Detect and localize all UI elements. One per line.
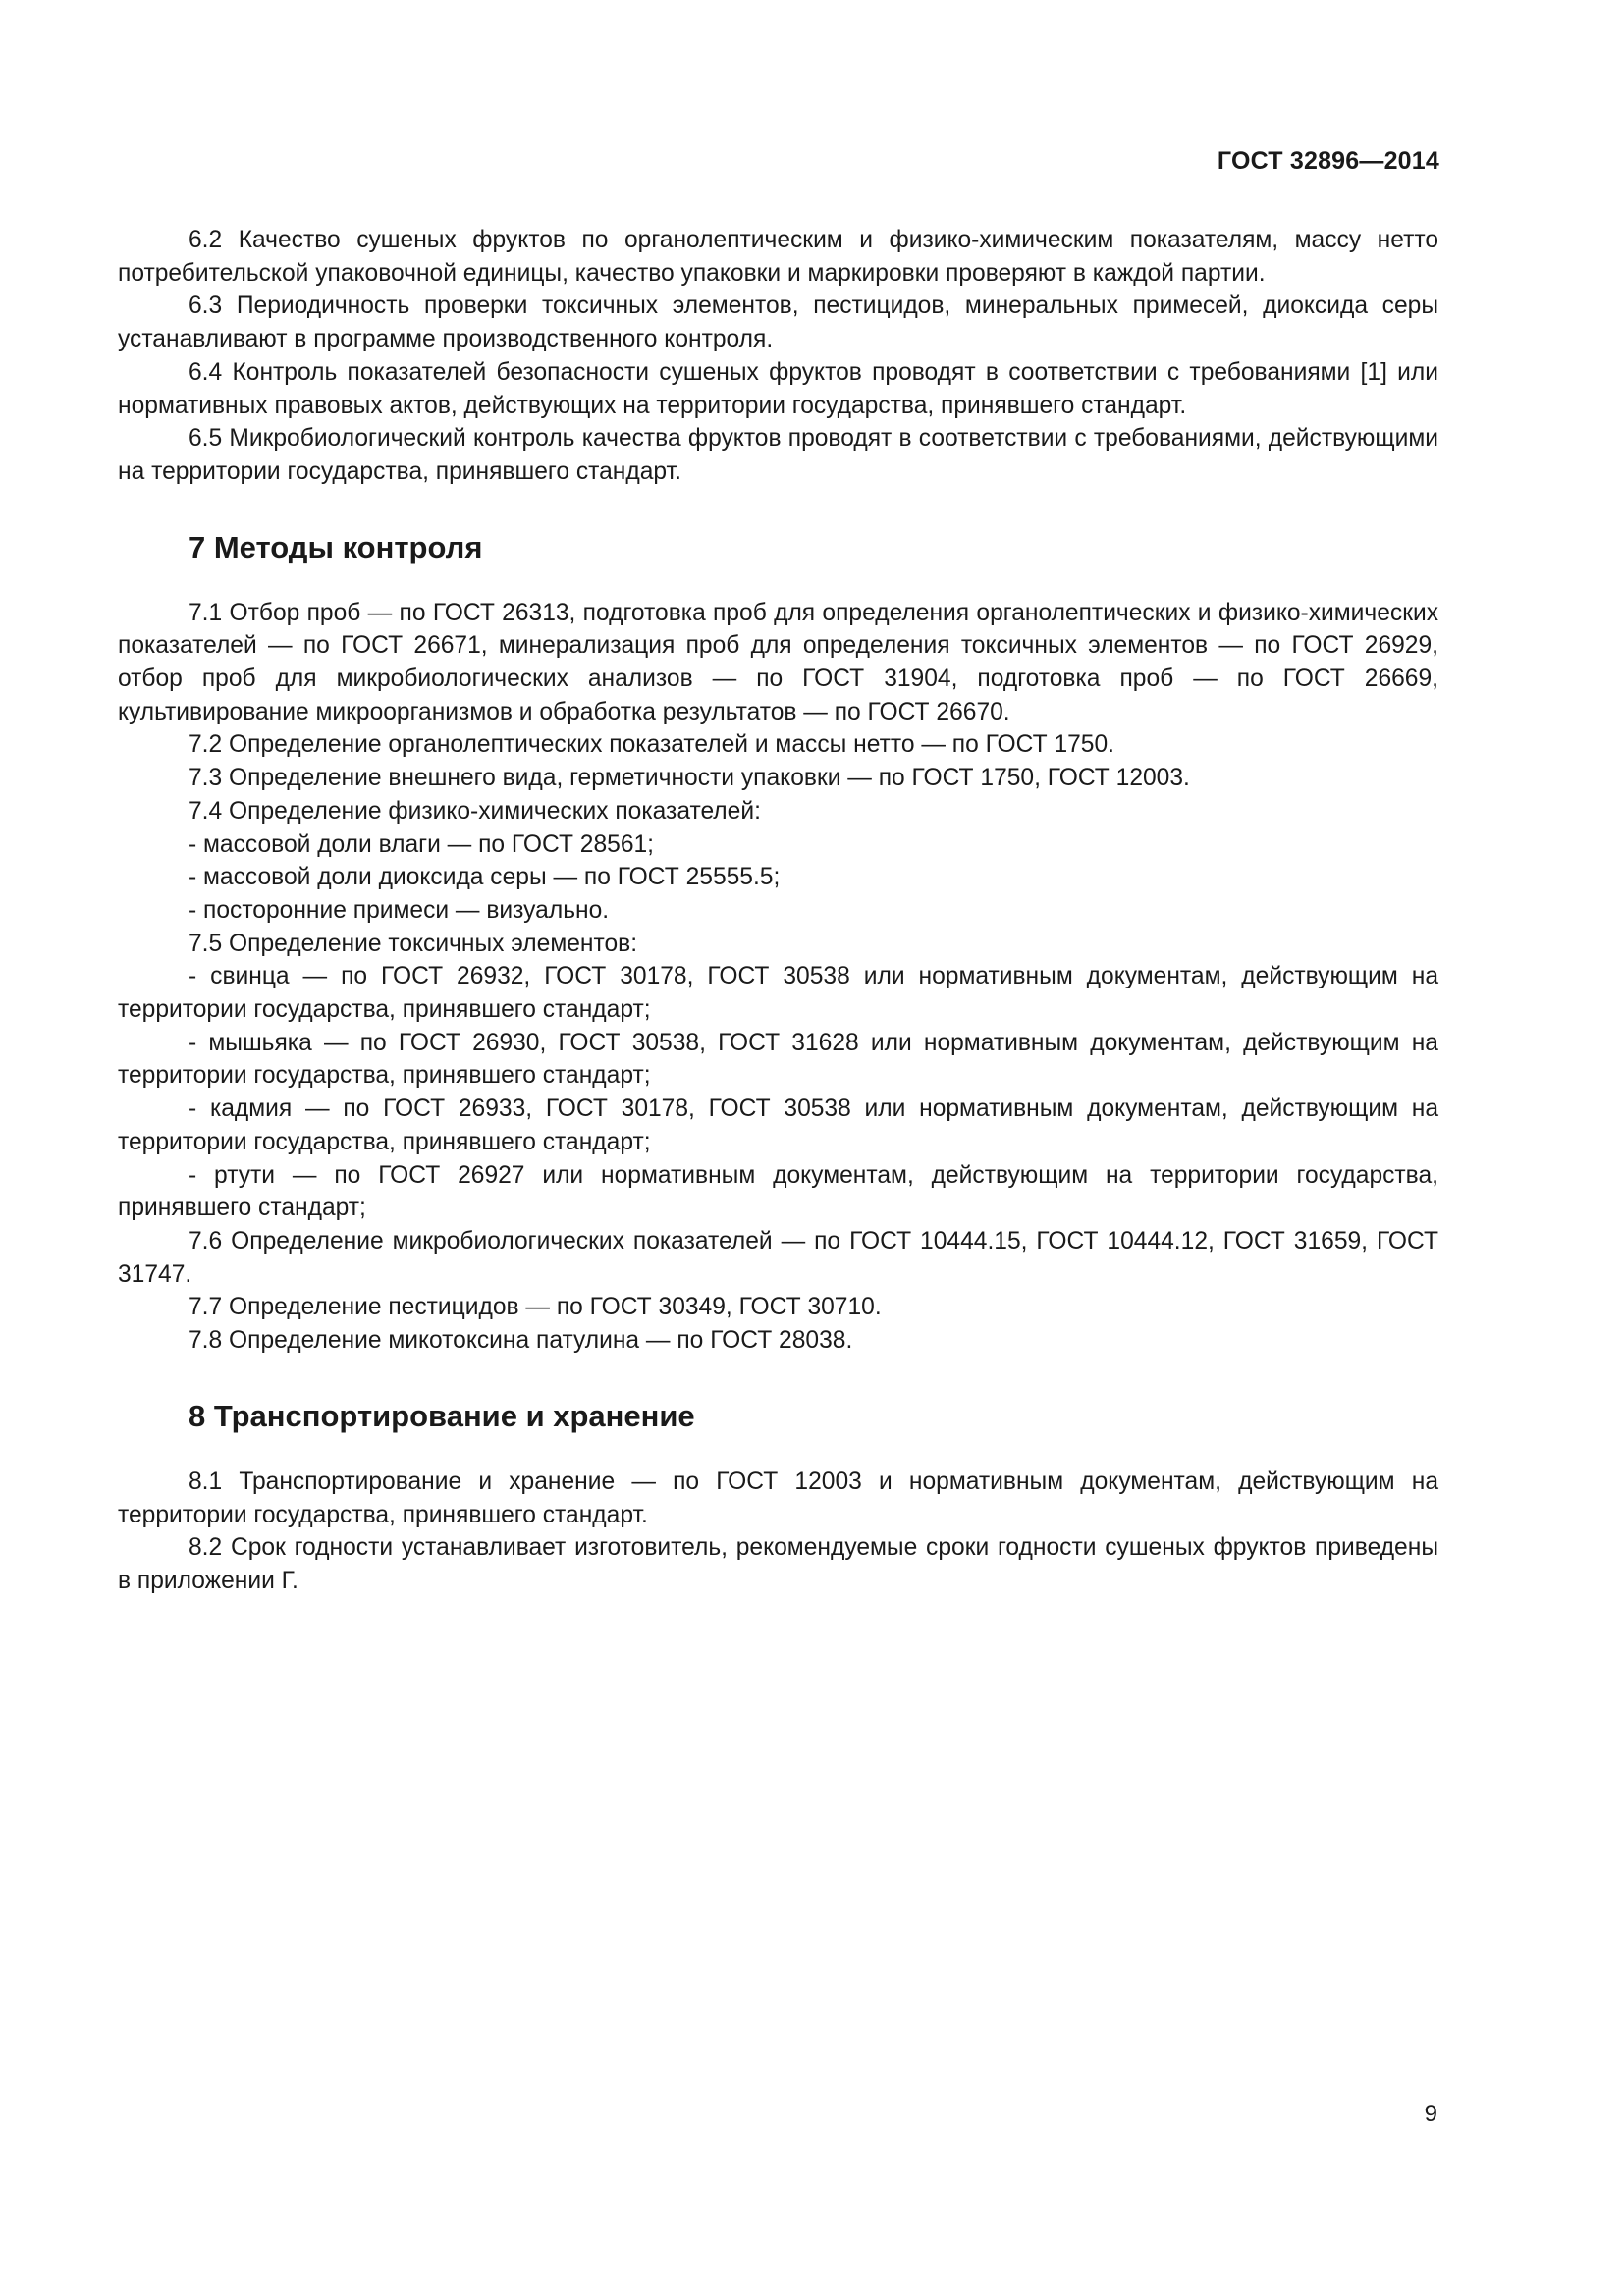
paragraph-7-7: 7.7 Определение пестицидов — по ГОСТ 30349, ГОСТ 30710. [189,1294,882,1321]
paragraph-8-1: 8.1 Транспортирование и хранение — по ГОСТ 12003 и нормативным документам, действующим на территории государства, принявшего стандарт. [118,1468,1438,1528]
list-item-arsenic: - мышьяка — по ГОСТ 26930, ГОСТ 30538, ГОСТ 31628 или нормативным документам, действующим на территории государства, принявшего стандарт; [118,1029,1438,1090]
section-heading-8: 8 Транспортирование и хранение [189,1398,695,1433]
list-item-mercury: - ртути — по ГОСТ 26927 или нормативным документам, действующим на территории государства, принявшего стандарт; [118,1161,1438,1222]
section-heading-7: 7 Методы контроля [189,529,483,564]
paragraph-7-2: 7.2 Определение органолептических показателей и массы нетто — по ГОСТ 1750. [189,731,1114,759]
paragraph-6-4: 6.4 Контроль показателей безопасности сушеных фруктов проводят в соответствии с требованиями [1] или нормативных правовых актов, действующих на территории государства, принявшего стандарт. [118,358,1438,419]
document-body [118,224,1438,1598]
paragraph-7-4: 7.4 Определение физико-химических показателей: [189,797,761,825]
page-number: 9 [1424,2101,1437,2127]
document-code-header: ГОСТ 32896—2014 [1217,147,1439,175]
paragraph-7-1: 7.1 Отбор проб — по ГОСТ 26313, подготовка проб для определения органолептических и физико-химических показателей — по ГОСТ 26671, минерализация проб для определения токсичных элементов — по ГОСТ 26929, отбор проб для микробиологических анализов — по ГОСТ 31904, подготовка проб — по ГОСТ 26669, культивирование микроорганизмов и обработка результатов — по ГОСТ 26670. [118,599,1438,725]
paragraph-7-5: 7.5 Определение токсичных элементов: [189,930,638,957]
paragraph-6-3: 6.3 Периодичность проверки токсичных элементов, пестицидов, минеральных примесей, диоксида серы устанавливают в программе производственного контроля. [118,293,1438,353]
paragraph-7-6: 7.6 Определение микробиологических показателей — по ГОСТ 10444.15, ГОСТ 10444.12, ГОСТ 31659, ГОСТ 31747. [118,1227,1438,1288]
list-item-moisture: - массовой доли влаги — по ГОСТ 28561; [189,830,655,858]
list-item-cadmium: - кадмия — по ГОСТ 26933, ГОСТ 30178, ГОСТ 30538 или нормативным документам, действующим на территории государства, принявшего стандарт; [118,1095,1438,1155]
paragraph-6-5: 6.5 Микробиологический контроль качества фруктов проводят в соответствии с требованиями, действующими на территории государства, принявшего стандарт. [118,425,1438,485]
list-item-sulfur-dioxide: - массовой доли диоксида серы — по ГОСТ 25555.5; [189,864,781,891]
list-item-impurities: - посторонние примеси — визуально. [189,896,610,924]
list-item-lead: - свинца — по ГОСТ 26932, ГОСТ 30178, ГОСТ 30538 или нормативным документам, действующим на территории государства, принявшего стандарт; [118,963,1438,1024]
paragraph-8-2: 8.2 Срок годности устанавливает изготовитель, рекомендуемые сроки годности сушеных фруктов приведены в приложении Г. [118,1534,1438,1594]
paragraph-6-2: 6.2 Качество сушеных фруктов по органолептическим и физико-химическим показателям, массу нетто потребительской упаковочной единицы, качество упаковки и маркировки проверяют в каждой партии. [118,227,1438,287]
paragraph-7-3: 7.3 Определение внешнего вида, герметичности упаковки — по ГОСТ 1750, ГОСТ 12003. [189,765,1190,792]
paragraph-7-8: 7.8 Определение микотоксина патулина — по ГОСТ 28038. [189,1327,853,1355]
